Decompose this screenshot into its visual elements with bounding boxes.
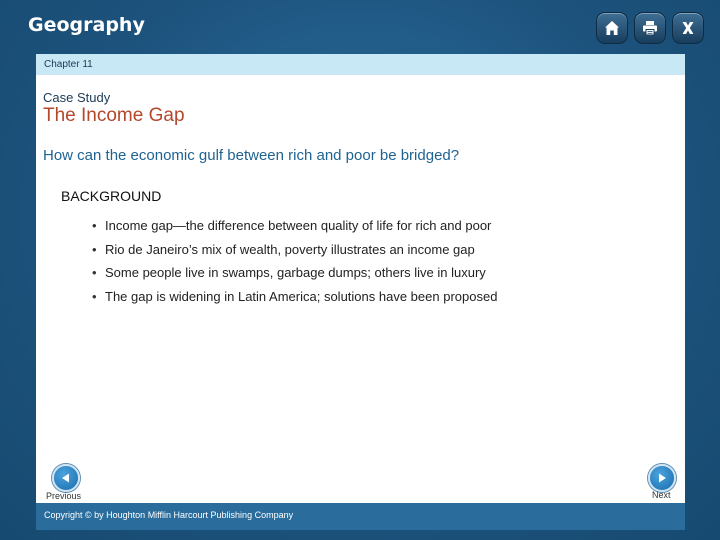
chapter-bar [36,54,685,75]
chapter-label: Chapter 11 [44,59,93,70]
next-button[interactable] [648,464,676,492]
bullet-item: • The gap is widening in Latin America; solutions have been proposed [92,285,497,309]
previous-button[interactable] [52,464,80,492]
copyright-text: Copyright © by Houghton Mifflin Harcourt Publishing Company [44,510,294,520]
print-button[interactable] [634,12,666,44]
top-toolbar [596,12,704,44]
close-button[interactable] [672,12,704,44]
home-icon [603,19,621,37]
next-label[interactable]: Next [652,490,671,500]
bullet-dot: • [92,218,97,233]
arrow-left-icon [60,472,72,484]
previous-label[interactable]: Previous [46,491,82,501]
bullet-dot: • [92,241,97,257]
bullet-dot: • [92,288,97,304]
section-heading: BACKGROUND [61,188,162,204]
case-study-label: Case Study [43,90,111,105]
bullet-item: • Rio de Janeiro’s mix of wealth, poverty illustrates an income gap [92,238,497,262]
focus-question: How can the economic gulf between rich and poor be bridged? [43,147,460,164]
app-title: Geography [28,14,145,36]
close-icon [679,19,697,37]
bullet-list [92,214,497,308]
bullet-item: • Some people live in swamps, garbage dumps; others live in luxury [92,261,497,285]
footer-bar [36,503,685,530]
bullet-dot: • [92,265,97,280]
arrow-right-icon [656,472,668,484]
slide-title: The Income Gap [43,105,185,126]
bullet-item: • Income gap—the difference between quality of life for rich and poor [92,214,497,238]
home-button[interactable] [596,12,628,44]
print-icon [641,19,659,37]
slide-panel [36,54,685,530]
